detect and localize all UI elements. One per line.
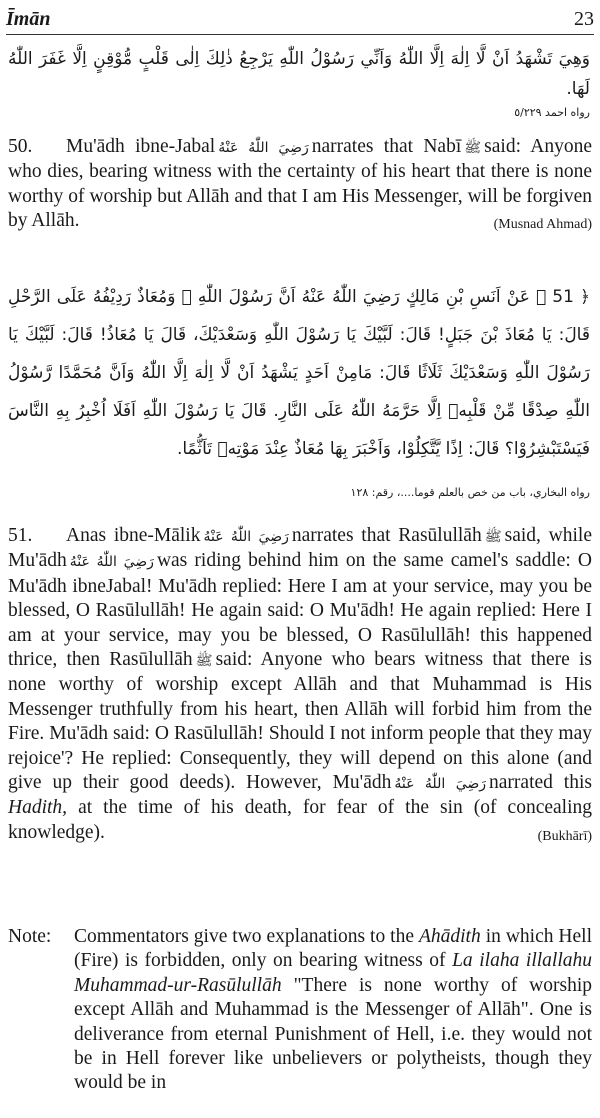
chapter-title: Īmān: [6, 7, 51, 30]
note-label: Note:: [8, 926, 52, 947]
page-number: 23: [574, 7, 594, 30]
hadith-50-arabic-reference: رواه احمد ٥/٢٢٩: [514, 106, 590, 119]
radi-honorific-icon: رَضِيَ اللّٰهُ عَنْهُ: [203, 529, 289, 545]
radi-honorific-icon: رَضِيَ اللّٰهُ عَنْهُ: [218, 140, 309, 156]
radi-honorific-icon: رَضِيَ اللّٰهُ عَنْهُ: [394, 776, 487, 793]
note-body: Commentators give two explanations to the Ahādith in which Hell (Fire) is forbidden, only on bearing witness of La ilaha illallahu Muhammad-ur-Rasūlullāh "There is none worthy of worship except Allāh and Muhammad is the Messenger of Allāh". One is deliverance from eternal Punishment of Hell, i.e. they would not be in Hell forever like unbelievers or polytheists, though they would be in: [74, 926, 593, 1094]
hadith-50-source: (Musnad Ahmad): [493, 217, 592, 233]
salla-honorific-icon: ﷺ: [195, 653, 213, 670]
radi-honorific-icon: رَضِيَ اللّٰهُ عَنْهُ: [69, 554, 154, 571]
hadith-51-arabic-reference: رواه البخاري، باب من خص بالعلم قوما....، رقم: ١٢٨: [350, 486, 590, 499]
salla-honorific-icon: ﷺ: [464, 140, 482, 156]
hadith-50-number: 50.: [8, 136, 33, 157]
hadith-50-arabic: وَهِيَ تَشْهَدُ اَنْ لَّا اِلٰهَ اِلَّا اللّٰهُ وَاَنِّي رَسُوْلُ اللّٰهِ يَرْجِعُ ذٰلِكَ اِلٰى قَلْبٍ مُّوْقِنٍ اِلَّا غَفَرَ اللّٰهُ لَهَا.: [8, 49, 590, 99]
hadith-51-translation: 51. Anas ibne-Mālik رَضِيَ اللّٰهُ عَنْهُ narrates that Rasūlullāh ﷺ said, while Mu'ādh رَضِيَ اللّٰهُ عَنْهُ was riding behind him on the same camel's saddle: O Mu'ādh ibneJabal! Mu'ādh replied: Here I am at your service, may you be blessed, O Rasūlullāh! He again said: O Mu'ādh! He again replied: Here I am at your service, may you be blessed, O Rasūlullāh! this happened thrice, then Rasūlullāh ﷺ said: Anyone who bears witness that there is none worthy of worship except Allāh and that Muhammad is His Messenger truthfully from his heart, then Allāh will forbid him from the Fire. Mu'ādh said: O Rasūlullāh! Should I not inform people that they may rejoice'? He replied: Consequently, they will depend on this alone (and give up their good deeds). However, Mu'ādh رَضِيَ اللّٰهُ عَنْهُ narrated this Hadith, at the time of his death, for fear of the sin (of concealing knowledge). (Bukhārī): [8, 524, 592, 849]
salla-honorific-icon: ﷺ: [484, 529, 502, 545]
page-header: [6, 4, 594, 35]
commentary-note: [8, 925, 592, 1096]
hadith-51-source: (Bukhārī): [537, 828, 592, 844]
hadith-50-translation: 50. Mu'ādh ibne-Jabal رَضِيَ اللّٰهُ عَنْهُ narrates that Nabī ﷺ said: Anyone who dies, bearing witness with the certainty of his heart that there is none worthy of worship but Allāh and that I am His Messenger, will be forgiven by Allāh. (Musnad Ahmad): [8, 135, 592, 238]
hadith-51-number: 51.: [8, 525, 33, 546]
hadith-51-arabic: ﴿ 51 ﴾ عَنْ اَنَسِ بْنِ مَالِكٍ رَضِيَ اللّٰهُ عَنْهُ اَنَّ رَسُوْلَ اللّٰهِ ﷺ وَمُعَاذٌ رَدِيْفُهُ عَلَى الرَّحْلِ قَالَ: يَا مُعَاذَ بْنَ جَبَلٍ! قَالَ: لَبَّيْكَ يَا رَسُوْلَ اللّٰهِ وَسَعْدَيْكَ، قَالَ يَا مُعَاذُ! قَالَ: لَبَّيْكَ يَا رَسُوْلَ اللّٰهِ وَسَعْدَيْكَ ثَلَاثًا قَالَ: مَامِنْ اَحَدٍ يَشْهَدُ اَنْ لَّا اِلٰهَ اِلَّا اللّٰهُ وَاَنَّ مُحَمَّدًا رَّسُوْلُ اللّٰهِ صِدْقًا مِّنْ قَلْبِهٖ اِلَّا حَرَّمَهُ اللّٰهُ عَلَى النَّارِ. قَالَ يَا رَسُوْلَ اللّٰهِ اَفَلَا اُخْبِرُ بِهِ النَّاسَ فَيَسْتَبْشِرُوْا؟ قَالَ: اِذًا يَّتَّكِلُوْا، وَاَخْبَرَ بِهَا مُعَاذٌ عِنْدَ مَوْتِهٖ تَاَثُّمًا.: [8, 287, 590, 459]
